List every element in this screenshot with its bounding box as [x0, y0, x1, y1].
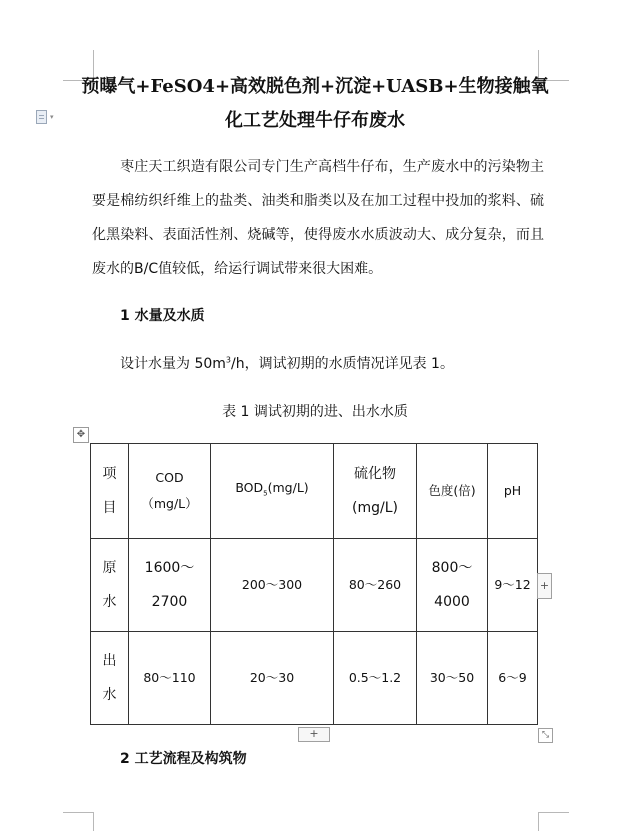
table-row: [91, 632, 538, 725]
header-ph: pH: [488, 444, 538, 539]
row-raw-label-a: 原: [102, 560, 117, 576]
document-title-line-1: 预曝气+FeSO4+高效脱色剂+沉淀+UASB+生物接触氧: [81, 76, 549, 97]
table-header-row: [91, 444, 538, 539]
raw-sulfide-cell: 80～260: [334, 539, 417, 632]
intro-paragraph-text: 枣庄天工织造有限公司专门生产高档牛仔布，生产废水中的污染物主要是棉纺织纤维上的盐类、油类和脂类以及在加工过程中投加的浆料、硫化黑染料、表面活性剂、烧碱等，使得废水水质波动大、成分复杂，而且废水的B/C值较低，给运行调试带来很大困难。: [92, 159, 544, 277]
document-options-icon[interactable]: [36, 110, 62, 124]
intro-paragraph: [92, 150, 544, 286]
table-resize-handle-icon[interactable]: ⤡: [538, 728, 553, 743]
add-column-button[interactable]: +: [537, 573, 552, 599]
document-sheet-icon: [36, 110, 47, 124]
table-caption: 表 1 调试初期的进、出水水质: [222, 404, 408, 420]
row-label-raw: [91, 539, 129, 632]
section-2-heading: 2 工艺流程及构筑物: [120, 751, 247, 767]
table-move-handle-icon[interactable]: ✥: [73, 427, 89, 443]
row-raw-label-b: 水: [102, 594, 117, 610]
row-label-effluent: [91, 632, 129, 725]
header-item: [91, 444, 129, 539]
header-bod-prefix: BOD: [235, 480, 264, 496]
design-flow-text-a: 设计水量为 50m: [120, 356, 226, 372]
row-out-label-b: 水: [102, 687, 117, 703]
out-bod-cell: 20～30: [211, 632, 334, 725]
crop-mark-bottom-left: [63, 812, 94, 831]
header-bod-suffix: (mg/L): [267, 480, 309, 496]
raw-color-a: 800～: [431, 560, 473, 576]
raw-cod-b: 2700: [151, 594, 188, 610]
header-color: 色度(倍): [417, 444, 488, 539]
section-1-heading: 1 水量及水质: [120, 308, 205, 324]
raw-bod-cell: 200～300: [211, 539, 334, 632]
design-flow-superscript: 3: [225, 355, 231, 365]
design-flow-text-b: /h，调试初期的水质情况详见表 1。: [231, 356, 454, 372]
out-sulfide-cell: 0.5～1.2: [334, 632, 417, 725]
out-color-cell: 30～50: [417, 632, 488, 725]
header-bod: [211, 444, 334, 539]
out-ph-cell: 6～9: [488, 632, 538, 725]
add-row-button[interactable]: +: [298, 727, 330, 742]
raw-color-cell: [417, 539, 488, 632]
header-bod-subscript: 5: [263, 489, 268, 498]
row-out-label-a: 出: [102, 653, 117, 669]
table-row: [91, 539, 538, 632]
crop-mark-bottom-right: [538, 812, 569, 831]
design-flow-sentence: [120, 353, 454, 373]
raw-cod-cell: [129, 539, 211, 632]
raw-color-b: 4000: [434, 594, 470, 610]
raw-cod-a: 1600～: [144, 560, 195, 576]
chevron-down-icon: ▾: [50, 112, 54, 121]
water-quality-table: [90, 443, 538, 725]
header-item-b: 目: [102, 500, 117, 516]
header-sulfide-a: 硫化物: [354, 466, 396, 482]
raw-ph-cell: 9～12: [488, 539, 538, 632]
document-title-line-2: 化工艺处理牛仔布废水: [225, 110, 405, 131]
header-sulfide-b: (mg/L): [352, 500, 398, 516]
header-item-a: 项: [102, 466, 117, 482]
header-sulfide: [334, 444, 417, 539]
out-cod-cell: 80～110: [129, 632, 211, 725]
header-cod: COD（mg/L）: [129, 444, 211, 539]
